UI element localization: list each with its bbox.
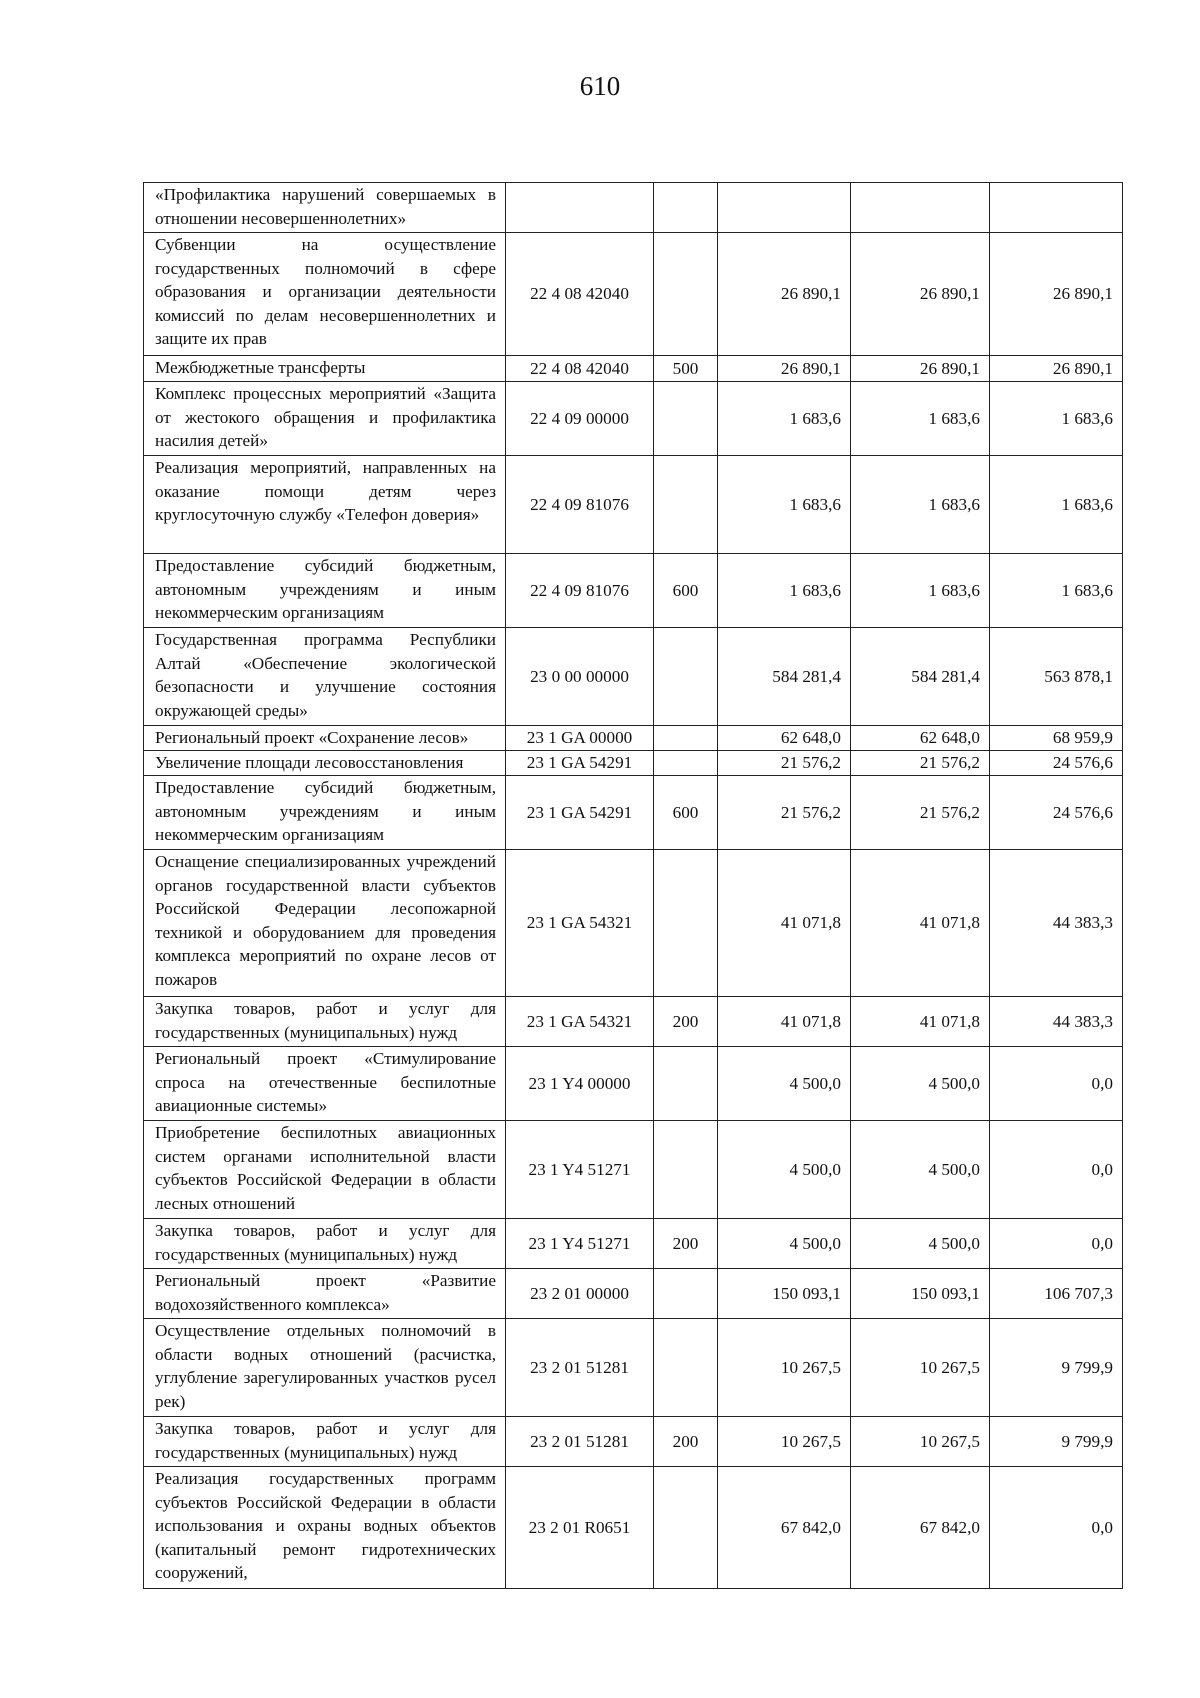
target-article-cell: 22 4 09 81076 xyxy=(506,456,654,554)
table-row xyxy=(144,751,1123,776)
target-article-cell: 23 1 Y4 00000 xyxy=(506,1047,654,1121)
row-name-cell: Закупка товаров, работ и услуг для государственных (муниципальных) нужд xyxy=(144,1219,506,1269)
budget-table-body xyxy=(144,183,1123,1589)
amount-year-1-cell: 21 576,2 xyxy=(718,776,851,850)
amount-year-2-cell: 10 267,5 xyxy=(851,1319,990,1417)
amount-year-3-cell: 0,0 xyxy=(990,1467,1123,1589)
amount-year-1-cell: 26 890,1 xyxy=(718,233,851,356)
budget-table xyxy=(143,182,1123,1589)
amount-year-1-cell: 21 576,2 xyxy=(718,751,851,776)
row-name-cell: Региональный проект «Развитие водохозяйственного комплекса» xyxy=(144,1269,506,1319)
amount-year-3-cell: 1 683,6 xyxy=(990,456,1123,554)
expense-type-cell xyxy=(654,233,718,356)
expense-type-cell xyxy=(654,456,718,554)
row-name-cell: Предоставление субсидий бюджетным, автономным учреждениям и иным некоммерческим организациям xyxy=(144,554,506,628)
target-article-cell: 23 1 GA 00000 xyxy=(506,726,654,751)
amount-year-2-cell: 62 648,0 xyxy=(851,726,990,751)
amount-year-1-cell: 1 683,6 xyxy=(718,456,851,554)
amount-year-2-cell: 41 071,8 xyxy=(851,850,990,997)
table-row xyxy=(144,1219,1123,1269)
amount-year-3-cell: 106 707,3 xyxy=(990,1269,1123,1319)
target-article-cell: 23 1 Y4 51271 xyxy=(506,1219,654,1269)
table-row xyxy=(144,233,1123,356)
amount-year-1-cell: 4 500,0 xyxy=(718,1047,851,1121)
expense-type-cell xyxy=(654,1121,718,1219)
table-row xyxy=(144,183,1123,233)
expense-type-cell: 600 xyxy=(654,554,718,628)
expense-type-cell: 200 xyxy=(654,1417,718,1467)
target-article-cell: 23 2 01 R0651 xyxy=(506,1467,654,1589)
expense-type-cell: 500 xyxy=(654,356,718,382)
row-name-cell: Комплекс процессных мероприятий «Защита от жестокого обращения и профилактика насилия детей» xyxy=(144,382,506,456)
row-name-cell: «Профилактика нарушений совершаемых в отношении несовершеннолетних» xyxy=(144,183,506,233)
amount-year-2-cell: 1 683,6 xyxy=(851,382,990,456)
row-name-cell: Реализация государственных программ субъектов Российской Федерации в области использования и охраны водных объектов (капитальный ремонт гидротехнических сооружений, xyxy=(144,1467,506,1589)
table-row xyxy=(144,1417,1123,1467)
amount-year-2-cell: 41 071,8 xyxy=(851,997,990,1047)
amount-year-3-cell: 0,0 xyxy=(990,1047,1123,1121)
amount-year-3-cell: 24 576,6 xyxy=(990,776,1123,850)
amount-year-2-cell: 1 683,6 xyxy=(851,554,990,628)
row-name-cell: Увеличение площади лесовосстановления xyxy=(144,751,506,776)
table-row xyxy=(144,382,1123,456)
expense-type-cell xyxy=(654,1319,718,1417)
expense-type-cell xyxy=(654,1269,718,1319)
table-row xyxy=(144,1121,1123,1219)
amount-year-3-cell: 0,0 xyxy=(990,1219,1123,1269)
target-article-cell: 23 1 Y4 51271 xyxy=(506,1121,654,1219)
amount-year-3-cell: 1 683,6 xyxy=(990,382,1123,456)
target-article-cell: 23 1 GA 54291 xyxy=(506,751,654,776)
row-name-cell: Субвенции на осуществление государственных полномочий в сфере образования и организации деятельности комиссий по делам несовершеннолетних и защите их прав xyxy=(144,233,506,356)
table-row xyxy=(144,1047,1123,1121)
target-article-cell: 22 4 09 81076 xyxy=(506,554,654,628)
row-name-cell: Осуществление отдельных полномочий в области водных отношений (расчистка, углубление зарегулированных участков русел рек) xyxy=(144,1319,506,1417)
table-row xyxy=(144,628,1123,726)
target-article-cell: 23 1 GA 54321 xyxy=(506,997,654,1047)
target-article-cell: 23 2 01 51281 xyxy=(506,1319,654,1417)
amount-year-2-cell: 4 500,0 xyxy=(851,1219,990,1269)
amount-year-1-cell: 1 683,6 xyxy=(718,382,851,456)
target-article-cell: 23 1 GA 54291 xyxy=(506,776,654,850)
table-row xyxy=(144,1269,1123,1319)
table-row xyxy=(144,1467,1123,1589)
amount-year-2-cell: 21 576,2 xyxy=(851,776,990,850)
amount-year-1-cell: 67 842,0 xyxy=(718,1467,851,1589)
row-name-cell: Предоставление субсидий бюджетным, автономным учреждениям и иным некоммерческим организациям xyxy=(144,776,506,850)
amount-year-2-cell: 26 890,1 xyxy=(851,356,990,382)
page-number: 610 xyxy=(579,71,621,101)
expense-type-cell xyxy=(654,183,718,233)
amount-year-2-cell: 584 281,4 xyxy=(851,628,990,726)
table-row xyxy=(144,726,1123,751)
amount-year-1-cell: 1 683,6 xyxy=(718,554,851,628)
row-name-cell: Приобретение беспилотных авиационных систем органами исполнительной власти субъектов Российской Федерации в области лесных отношений xyxy=(144,1121,506,1219)
target-article-cell: 23 0 00 00000 xyxy=(506,628,654,726)
table-row xyxy=(144,997,1123,1047)
amount-year-3-cell: 1 683,6 xyxy=(990,554,1123,628)
target-article-cell: 23 2 01 00000 xyxy=(506,1269,654,1319)
amount-year-1-cell: 584 281,4 xyxy=(718,628,851,726)
target-article-cell: 22 4 09 00000 xyxy=(506,382,654,456)
amount-year-1-cell: 10 267,5 xyxy=(718,1319,851,1417)
expense-type-cell xyxy=(654,1047,718,1121)
amount-year-2-cell: 4 500,0 xyxy=(851,1047,990,1121)
amount-year-3-cell: 26 890,1 xyxy=(990,356,1123,382)
amount-year-3-cell: 24 576,6 xyxy=(990,751,1123,776)
amount-year-2-cell: 21 576,2 xyxy=(851,751,990,776)
target-article-cell xyxy=(506,183,654,233)
amount-year-2-cell: 150 093,1 xyxy=(851,1269,990,1319)
amount-year-3-cell xyxy=(990,183,1123,233)
expense-type-cell xyxy=(654,628,718,726)
table-row xyxy=(144,456,1123,554)
amount-year-3-cell: 563 878,1 xyxy=(990,628,1123,726)
amount-year-1-cell: 62 648,0 xyxy=(718,726,851,751)
amount-year-1-cell: 41 071,8 xyxy=(718,850,851,997)
table-row xyxy=(144,356,1123,382)
amount-year-2-cell: 4 500,0 xyxy=(851,1121,990,1219)
row-name-cell: Межбюджетные трансферты xyxy=(144,356,506,382)
amount-year-3-cell: 44 383,3 xyxy=(990,997,1123,1047)
expense-type-cell xyxy=(654,382,718,456)
amount-year-1-cell: 41 071,8 xyxy=(718,997,851,1047)
amount-year-2-cell xyxy=(851,183,990,233)
amount-year-3-cell: 9 799,9 xyxy=(990,1417,1123,1467)
expense-type-cell xyxy=(654,751,718,776)
expense-type-cell: 200 xyxy=(654,997,718,1047)
target-article-cell: 23 1 GA 54321 xyxy=(506,850,654,997)
amount-year-2-cell: 1 683,6 xyxy=(851,456,990,554)
target-article-cell: 22 4 08 42040 xyxy=(506,356,654,382)
target-article-cell: 22 4 08 42040 xyxy=(506,233,654,356)
amount-year-2-cell: 10 267,5 xyxy=(851,1417,990,1467)
row-name-cell: Закупка товаров, работ и услуг для государственных (муниципальных) нужд xyxy=(144,997,506,1047)
amount-year-2-cell: 26 890,1 xyxy=(851,233,990,356)
table-row xyxy=(144,1319,1123,1417)
amount-year-3-cell: 26 890,1 xyxy=(990,233,1123,356)
expense-type-cell xyxy=(654,850,718,997)
row-name-cell: Государственная программа Республики Алтай «Обеспечение экологической безопасности и улучшение состояния окружающей среды» xyxy=(144,628,506,726)
expense-type-cell xyxy=(654,1467,718,1589)
target-article-cell: 23 2 01 51281 xyxy=(506,1417,654,1467)
amount-year-1-cell: 4 500,0 xyxy=(718,1121,851,1219)
row-name-cell: Региональный проект «Сохранение лесов» xyxy=(144,726,506,751)
amount-year-3-cell: 68 959,9 xyxy=(990,726,1123,751)
expense-type-cell: 200 xyxy=(654,1219,718,1269)
amount-year-3-cell: 0,0 xyxy=(990,1121,1123,1219)
table-row xyxy=(144,776,1123,850)
amount-year-3-cell: 9 799,9 xyxy=(990,1319,1123,1417)
amount-year-1-cell: 26 890,1 xyxy=(718,356,851,382)
amount-year-1-cell xyxy=(718,183,851,233)
expense-type-cell: 600 xyxy=(654,776,718,850)
amount-year-1-cell: 10 267,5 xyxy=(718,1417,851,1467)
table-row xyxy=(144,850,1123,997)
amount-year-1-cell: 150 093,1 xyxy=(718,1269,851,1319)
row-name-cell: Оснащение специализированных учреждений органов государственной власти субъектов Российской Федерации лесопожарной техникой и оборудованием для проведения комплекса мероприятий по охране лесов от пожаров xyxy=(144,850,506,997)
expense-type-cell xyxy=(654,726,718,751)
table-row xyxy=(144,554,1123,628)
row-name-cell: Региональный проект «Стимулирование спроса на отечественные беспилотные авиационные системы» xyxy=(144,1047,506,1121)
amount-year-3-cell: 44 383,3 xyxy=(990,850,1123,997)
row-name-cell: Закупка товаров, работ и услуг для государственных (муниципальных) нужд xyxy=(144,1417,506,1467)
amount-year-2-cell: 67 842,0 xyxy=(851,1467,990,1589)
amount-year-1-cell: 4 500,0 xyxy=(718,1219,851,1269)
row-name-cell: Реализация мероприятий, направленных на оказание помощи детям через круглосуточную службу «Телефон доверия» xyxy=(144,456,506,554)
